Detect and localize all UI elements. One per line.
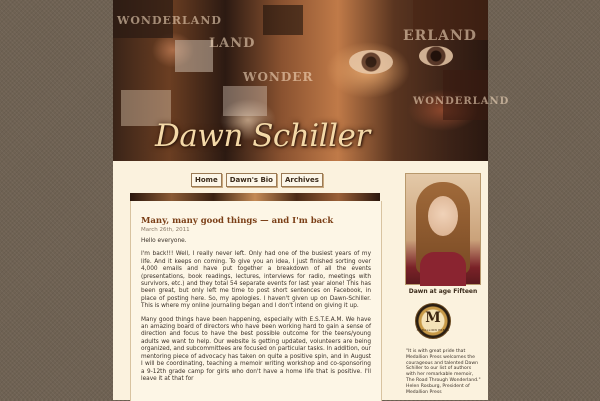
post-header-strip (130, 193, 380, 201)
post-title[interactable]: Many, many good things — and I'm back (141, 216, 334, 226)
content-area (113, 161, 488, 400)
nav-home-button[interactable]: Home (191, 173, 222, 187)
post-body (141, 238, 371, 389)
eye-image (419, 46, 453, 66)
page-container (113, 0, 510, 400)
photo-shirt (420, 252, 466, 286)
collage-block (443, 70, 488, 120)
author-photo (405, 173, 481, 285)
collage-word: WONDERLAND (413, 96, 510, 107)
photo-caption: Dawn at age Fifteen (408, 288, 478, 295)
site-title[interactable]: Dawn Schiller (155, 118, 370, 154)
collage-block (223, 86, 267, 116)
collage-word: LAND (209, 36, 256, 51)
publisher-quote: "It is with great pride that Medallion Press welcomes the courageous and talented Dawn Schiller to our list of authors with her remarkable memoir, The Road Through Wonderland." Helen Rosburg, President of Medallion Press (406, 349, 481, 395)
post-paragraph: Hello everyone. (141, 238, 187, 244)
nav-bio-button[interactable]: Dawn's Bio (226, 173, 277, 187)
collage-word: ERLAND (403, 28, 477, 44)
medallion-text: MEDALLION PRESS (416, 328, 450, 332)
nav-archives-button[interactable]: Archives (281, 173, 323, 187)
collage-word: WONDERLAND (117, 14, 222, 27)
collage-word: WONDER (243, 70, 314, 84)
medallion-press-logo[interactable] (415, 303, 451, 339)
medallion-letter: M (425, 310, 441, 326)
blog-post (130, 201, 382, 401)
post-paragraph: I'm back!!! Well, I really never left. Only had one of the busiest years of my life. And it keeps on coming. To give you an idea, I just finished sorting over 4,000 emails and have put together a breakdown of all the events (presentations, book readings, lectures, interviews for radio, meetings with survivors, etc.) and they total 54 separate events for last year alone! This has been great, but only left me time to post short sentences on Facebook, in place of posting here. So, my apologies. I haven't given up on Dawn-Schiller. This is where my online journaling began and I don't intend on giving it up. (141, 251, 371, 310)
collage-block (175, 40, 213, 72)
post-paragraph: Many good things have been happening, especially with E.S.T.E.A.M. We have an amazing board of directors who have been working hard to gain a sense of direction and focus to have the best possible outcome for the teens/young adults we want to help. Our website is getting updated, volunteers are being organized, and subcommittees are focused on particular tasks. In addition, our mentoring piece of advocacy has taken on quite a positive spin, and in August I will be coordinating, teaching a memoir writing workshop and co-sponsoring a 9-12th grade camp for girls who don't have a home life that is positive. I'll leave it at that for (141, 316, 371, 382)
main-nav (191, 173, 323, 187)
collage-block (263, 5, 303, 35)
eye-image (349, 50, 393, 74)
photo-face (428, 196, 458, 236)
post-date: March 26th, 2011 (141, 227, 190, 233)
header-banner (113, 0, 510, 161)
